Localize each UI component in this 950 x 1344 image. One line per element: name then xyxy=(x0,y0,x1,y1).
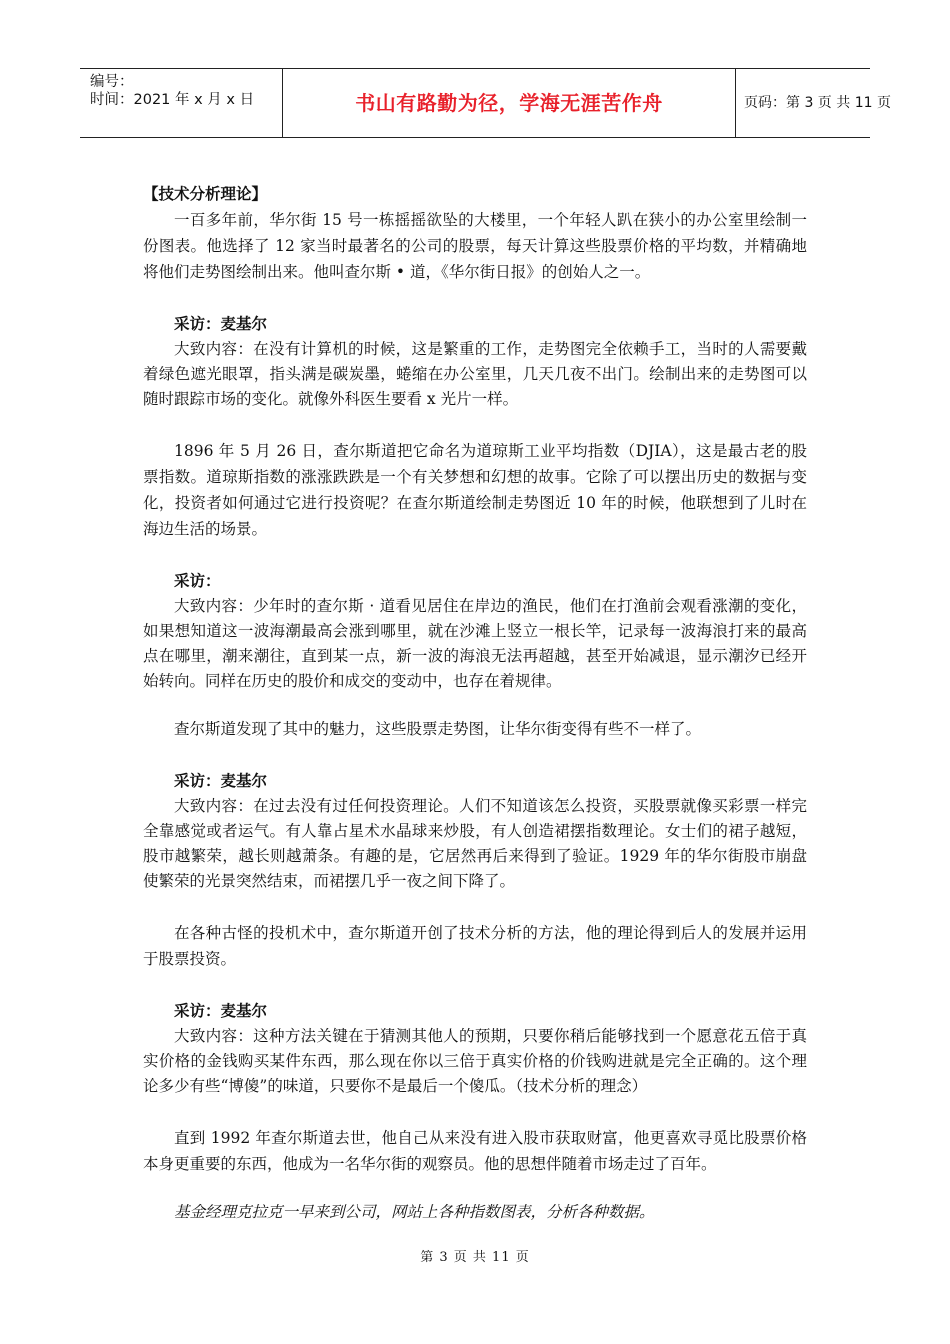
paragraph-4: 在各种古怪的投机术中，查尔斯道开创了技术分析的方法，他的理论得到后人的发展并运用于股票投资。 xyxy=(143,924,807,968)
interview-content-1: 大致内容：在没有计算机的时候，这是繁重的工作，走势图完全依赖手工，当时的人需要戴着绿色遮光眼罩，指头满是碳炭墨，蜷缩在办公室里，几天几夜不出门。绘制出来的走势图可以随时跟踪市场的变化。就像外科医生要看 x 光片一样。 xyxy=(143,340,807,408)
paragraph-3: 查尔斯道发现了其中的魅力，这些股票走势图，让华尔街变得有些不一样了。 xyxy=(174,720,702,738)
header-page-number: 页码：第 3 页 共 11 页 xyxy=(744,95,891,111)
header-motto: 书山有路勤为径，学海无涯苦作舟 xyxy=(355,91,663,115)
paragraph-1: 一百多年前，华尔街 15 号一栋摇摇欲坠的大楼里，一个年轻人趴在狭小的办公室里绘制一份图表。他选择了 12 家当时最著名的公司的股票，每天计算这些股票价格的平均数，并精确地将他们走势图绘制出来。他叫查尔斯 • 道，《华尔街日报》的创始人之一。 xyxy=(143,211,807,281)
paragraph-2: 1896 年 5 月 26 日，查尔斯道把它命名为道琼斯工业平均指数（DJIA），这是最古老的股票指数。道琼斯指数的涨涨跌跌是一个有关梦想和幻想的故事。它除了可以摆出历史的数据与变化，投资者如何通过它进行投资呢？在查尔斯道绘制走势图近 10 年的时候，他联想到了儿时在海边生活的场景。 xyxy=(143,442,807,538)
section-title: 【技术分析理论】 xyxy=(143,185,268,203)
interview-label-3: 采访：麦基尔 xyxy=(174,772,268,790)
interview-label-1: 采访：麦基尔 xyxy=(174,315,268,333)
page-header xyxy=(80,68,891,138)
interview-content-3: 大致内容：在过去没有过任何投资理论。人们不知道该怎么投资，买股票就像买彩票一样完全靠感觉或者运气。有人靠占星术水晶球来炒股，有人创造裙摆指数理论。女士们的裙子越短，股市越繁荣，越长则越萧条。有趣的是，它居然再后来得到了验证。1929 年的华尔街股市崩盘使繁荣的光景突然结束，而裙摆几乎一夜之间下降了。 xyxy=(143,797,807,890)
paragraph-5: 直到 1992 年查尔斯道去世，他自己从来没有进入股市获取财富，他更喜欢寻觅比股票价格本身更重要的东西，他成为一名华尔街的观察员。他的思想伴随着市场走过了百年。 xyxy=(143,1129,807,1173)
interview-content-4: 大致内容：这种方法关键在于猜测其他人的预期，只要你稍后能够找到一个愿意花五倍于真实价格的金钱购买某件东西，那么现在你以三倍于真实价格的价钱购进就是完全正确的。这个理论多少有些“博傻”的味道，只要你不是最后一个傻瓜。（技术分析的理念） xyxy=(143,1027,807,1095)
document-number: 编号： xyxy=(90,74,134,90)
header-motto-cell xyxy=(282,69,736,137)
page-footer: 第 3 页 共 11 页 xyxy=(420,1250,530,1265)
header-page-cell xyxy=(734,69,891,137)
interview-content-2: 大致内容：少年时的查尔斯 · 道看见居住在岸边的渔民，他们在打渔前会观看涨潮的变化，如果想知道这一波海潮最高会涨到哪里，就在沙滩上竖立一根长竿，记录每一波海浪打来的最高点在哪里，潮来潮往，直到某一点，新一波的海浪无法再超越，甚至开始减退，显示潮汐已经开始转向。同样在历史的股价和成交的变动中，也存在着规律。 xyxy=(143,597,807,690)
paragraph-6: 基金经理克拉克一早来到公司，网站上各种指数图表，分析各种数据。 xyxy=(174,1203,655,1221)
interview-label-4: 采访：麦基尔 xyxy=(174,1002,268,1020)
interview-label-2: 采访： xyxy=(174,572,221,590)
document-date: 时间：2021 年 x 月 x 日 xyxy=(90,92,255,108)
header-meta-cell xyxy=(80,69,282,137)
document-body xyxy=(143,181,807,1225)
